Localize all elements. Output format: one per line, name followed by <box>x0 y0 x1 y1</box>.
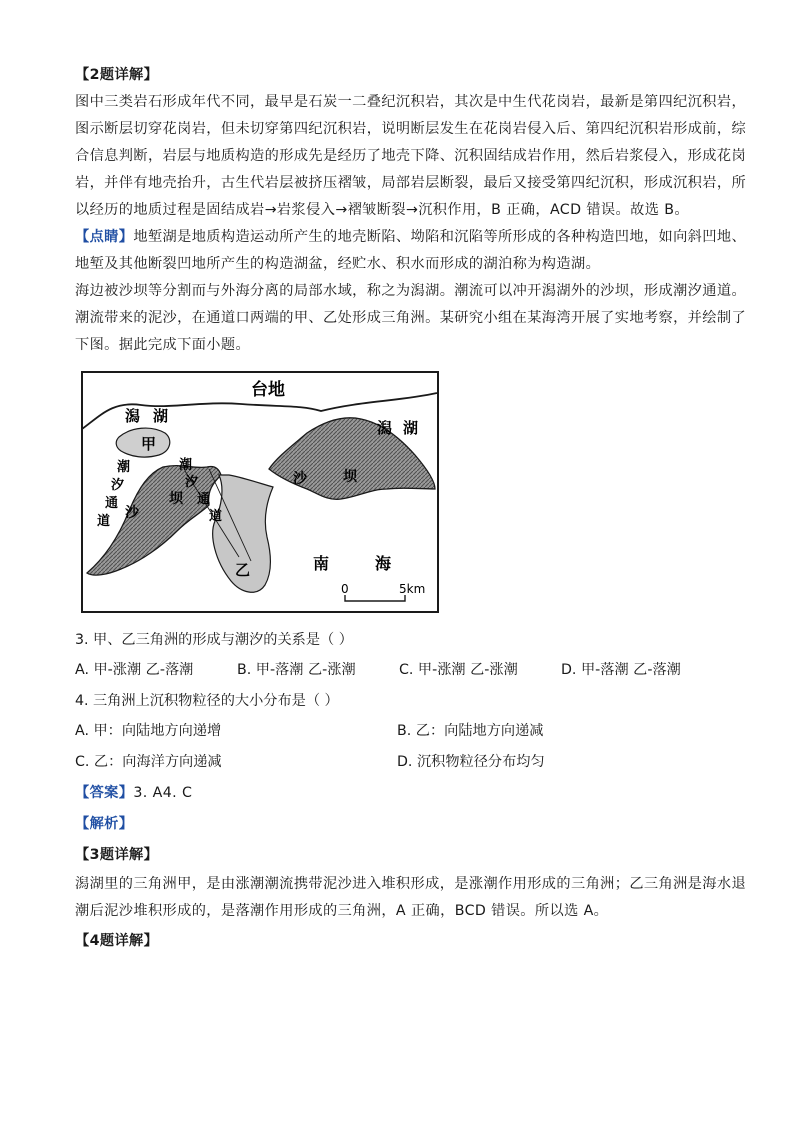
section-heading-q2: 【2题详解】 <box>75 67 159 83</box>
page-content <box>75 62 747 958</box>
label-yi: 乙 <box>235 561 251 579</box>
label-channel-b-3: 通 <box>197 492 211 507</box>
answer-text: 3. A4. C <box>133 785 193 801</box>
label-bar-right-1: 沙 <box>293 471 307 487</box>
label-lagoon-right-2: 湖 <box>403 419 419 437</box>
label-bar-left-2: 坝 <box>169 491 183 507</box>
label-channel-a-2: 汐 <box>111 478 125 493</box>
paragraph-line: 图示断层切穿花岗岩，但未切穿第四纪沉积岩，说明断层发生在花岗岩侵入后、第四纪沉积岩形成前，综 <box>75 121 747 137</box>
label-channel-a-1: 潮 <box>117 460 131 475</box>
section-heading-q3: 【3题详解】 <box>75 847 159 863</box>
lagoon-map-figure <box>81 371 441 615</box>
option-d: D. 沉积物粒径分布均匀 <box>397 754 545 770</box>
label-lagoon-left-1: 潟 <box>125 407 141 425</box>
lagoon-map <box>81 371 441 615</box>
label-sea-2: 海 <box>375 554 392 573</box>
label-lagoon-left-2: 湖 <box>153 407 169 425</box>
question-3-stem: 3. 甲、乙三角洲的形成与潮汐的关系是（ ） <box>75 632 353 648</box>
paragraph-line: 合信息判断，岩层与地质构造的形成先是经历了地壳下降、沉积固结成岩作用，然后岩浆侵入，形成花岗 <box>75 148 747 164</box>
tip-line <box>75 224 747 251</box>
question-4-options-row1 <box>75 716 723 747</box>
section-heading-q4: 【4题详解】 <box>75 933 159 949</box>
option-a: A. 甲-涨潮 乙-落潮 <box>75 662 194 678</box>
label-jia: 甲 <box>141 435 157 453</box>
question-3-options <box>75 655 723 686</box>
tip-text: 地堑湖是地质构造运动所产生的地壳断陷、坳陷和沉陷等所形成的各种构造凹地，如向斜凹地、 <box>133 229 747 245</box>
option-c: C. 乙：向海洋方向递减 <box>75 754 222 770</box>
label-channel-a-3: 通 <box>105 496 119 511</box>
label-lagoon-right-1: 潟 <box>377 419 393 437</box>
option-b: B. 甲-落潮 乙-涨潮 <box>237 662 356 678</box>
label-sea-1: 南 <box>313 554 330 573</box>
option-c: C. 甲-涨潮 乙-涨潮 <box>399 662 518 678</box>
scale-label: 5km <box>399 582 426 596</box>
question-4-options-row2 <box>75 747 723 778</box>
label-channel-a-4: 道 <box>97 514 111 529</box>
scale-zero: 0 <box>341 582 349 596</box>
label-channel-b-2: 汐 <box>185 475 199 490</box>
label-bar-left-1: 沙 <box>125 505 139 521</box>
question-4-stem: 4. 三角洲上沉积物粒径的大小分布是（ ） <box>75 693 339 709</box>
answer-line <box>75 778 723 809</box>
paragraph-line: 岩，并伴有地壳抬升，古生代岩层被挤压褶皱，局部岩层断裂，最后又接受第四纪沉积，形成沉积岩，所 <box>75 175 747 191</box>
option-d: D. 甲-落潮 乙-落潮 <box>561 662 681 678</box>
intro-line: 潮流带来的泥沙，在通道口两端的甲、乙处形成三角洲。某研究小组在某海湾开展了实地考察，并绘制了 <box>75 310 747 326</box>
option-b: B. 乙：向陆地方向递减 <box>397 723 544 739</box>
tip-line: 地堑及其他断裂凹地所产生的构造湖盆，经贮水、积水而形成的湖泊称为构造湖。 <box>75 256 601 272</box>
paragraph-line: 潮后泥沙堆积形成的，是落潮作用形成的三角洲，A 正确，BCD 错误。所以选 A。 <box>75 903 609 919</box>
label-taidi: 台地 <box>251 380 285 400</box>
label-bar-right-2: 坝 <box>343 469 357 485</box>
label-channel-b-4: 道 <box>209 509 223 524</box>
paragraph-line: 潟湖里的三角洲甲，是由涨潮潮流携带泥沙进入堆积形成，是涨潮作用形成的三角洲；乙三角洲是海水退 <box>75 876 747 892</box>
answer-label: 【答案】 <box>75 785 134 801</box>
label-channel-b-1: 潮 <box>179 458 193 473</box>
paragraph-line: 以经历的地质过程是固结成岩→岩浆侵入→褶皱断裂→沉积作用，B 正确，ACD 错误。故选 B。 <box>75 202 689 218</box>
intro-line: 海边被沙坝等分割而与外海分离的局部水域，称之为潟湖。潮流可以冲开潟湖外的沙坝，形成潮汐通道。 <box>75 283 747 299</box>
intro-line: 下图。据此完成下面小题。 <box>75 337 251 353</box>
paragraph-line: 图中三类岩石形成年代不同，最早是石炭一二叠纪沉积岩，其次是中生代花岗岩，最新是第四纪沉积岩， <box>75 94 747 110</box>
option-a: A. 甲：向陆地方向递增 <box>75 723 222 739</box>
tip-label: 【点睛】 <box>75 229 134 245</box>
analysis-label: 【解析】 <box>75 816 134 832</box>
